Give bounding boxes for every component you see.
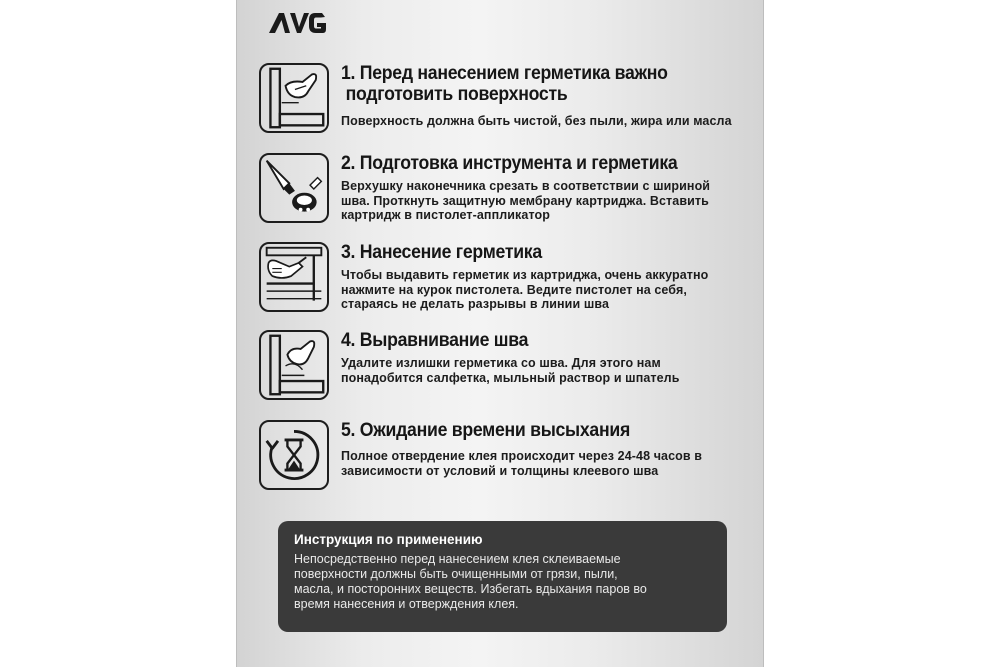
usage-instruction-box — [278, 521, 727, 632]
step-title: 3. Нанесение герметика — [341, 242, 542, 263]
step-3 — [259, 242, 739, 317]
hourglass-icon — [259, 420, 329, 490]
instruction-title: Инструкция по применению — [294, 532, 483, 547]
step-description: Поверхность должна быть чистой, без пыли, жира или масла — [341, 114, 732, 128]
step-5 — [259, 420, 739, 495]
step-description: Чтобы выдавить герметик из картриджа, очень аккуратно нажмите на курок пистолета. Ведите пистолет на себя, стараясь не делать разрывы в линии шва — [341, 268, 709, 311]
sealant-application-icon — [259, 242, 329, 312]
instruction-body: Непосредственно перед нанесением клея склеиваемые поверхности должны быть очищенными от грязи, пыли, масла, и посторонних веществ. Избегать вдыхания паров во время нанесения и отверждения клея. — [294, 552, 647, 611]
step-description: Полное отвердение клея происходит через 24-48 часов в зависимости от условий и толщины клеевого шва — [341, 449, 703, 478]
surface-cleaning-icon — [259, 63, 329, 133]
instruction-sheet — [236, 0, 764, 667]
avg-logo — [265, 8, 329, 38]
step-4 — [259, 330, 739, 405]
step-description: Удалите излишки герметика со шва. Для этого нам понадобится салфетка, мыльный раствор и шпатель — [341, 356, 680, 385]
seam-smoothing-icon — [259, 330, 329, 400]
step-title: 2. Подготовка инструмента и герметика — [341, 153, 678, 174]
step-title: 5. Ожидание времени высыхания — [341, 420, 630, 441]
step-title: 1. Перед нанесением герметика важно подготовить поверхность — [341, 63, 668, 105]
step-2 — [259, 153, 739, 228]
step-title: 4. Выравнивание шва — [341, 330, 529, 351]
knife-cartridge-icon — [259, 153, 329, 223]
step-1 — [259, 63, 739, 138]
step-description: Верхушку наконечника срезать в соответствии с шириной шва. Проткнуть защитную мембрану картриджа. Вставить картридж в пистолет-аппликатор — [341, 179, 711, 222]
